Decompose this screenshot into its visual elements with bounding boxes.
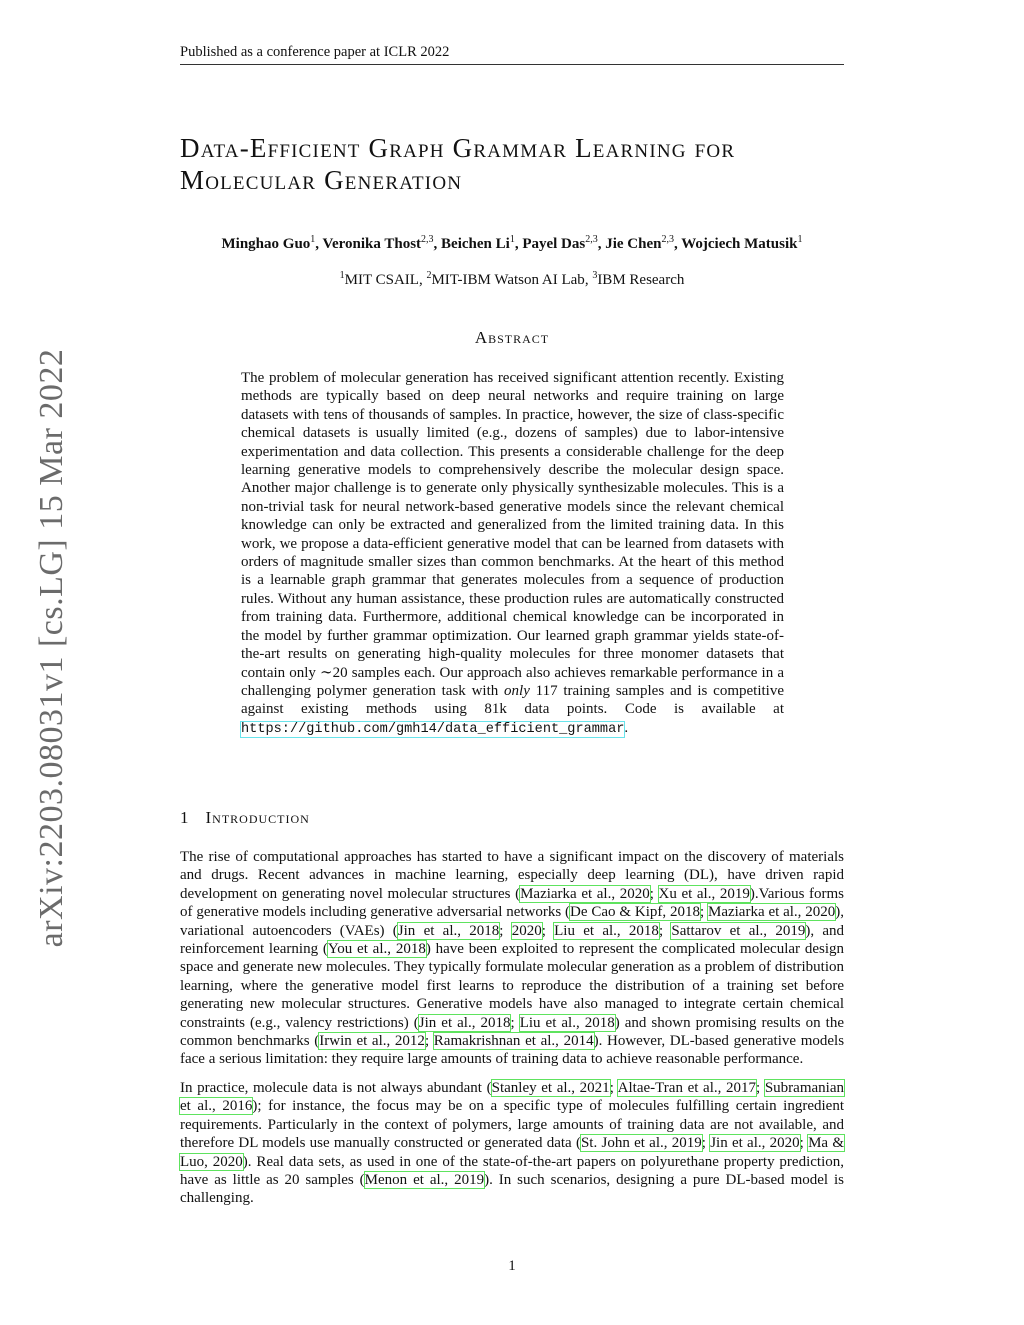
intro-text: ), and reinforcement learning (: [180, 922, 844, 958]
author: Beichen Li: [441, 236, 510, 252]
header-rule: [180, 64, 844, 65]
citation-link[interactable]: Irwin et al., 2012: [319, 1033, 425, 1050]
intro-text: ;: [701, 1135, 711, 1152]
affiliations: $^1$MIT CSAIL, $^2$MIT-IBM Watson AI Lab, $^3$IBM Research: [339, 270, 685, 288]
author: Wojciech Matusik: [681, 236, 798, 252]
affiliation: MIT CSAIL: [344, 272, 419, 288]
citation-link[interactable]: Ma & Luo, 2020: [180, 1135, 845, 1170]
abstract-emphasis: only: [504, 682, 530, 699]
affil-sup: 2: [426, 270, 432, 281]
citation-link[interactable]: Liu et al., 2018: [554, 922, 659, 939]
citation-link[interactable]: You et al., 2018: [327, 941, 426, 958]
author-sup: 1: [797, 234, 803, 245]
abstract-text: 117 training samples and is competitive against existing methods using 81k data points. Code is available at: [241, 682, 784, 718]
introduction-body: [180, 848, 844, 1218]
author-sup: 2,3: [585, 234, 598, 245]
code-link[interactable]: https://github.com/gmh14/data_efficient_grammar: [241, 721, 625, 737]
citation-link[interactable]: 2020: [511, 922, 542, 939]
citation-link[interactable]: Stanley et al., 2021: [491, 1079, 610, 1096]
author: Veronika Thost: [322, 236, 422, 252]
citation-link[interactable]: Subramanian et al., 2016: [180, 1079, 844, 1115]
intro-text: ;: [658, 922, 672, 939]
citation-link[interactable]: De Cao & Kipf, 2018: [570, 904, 700, 921]
abstract-heading: Abstract: [474, 328, 550, 347]
citation-link[interactable]: St. John et al., 2019: [580, 1135, 702, 1152]
abstract-body: [241, 369, 784, 739]
intro-text: ;: [756, 1079, 765, 1096]
title-line-1: Data-Efficient Graph Grammar Learning for: [180, 133, 736, 163]
section-number: 1: [180, 808, 190, 827]
abstract-text: The problem of molecular generation has received significant attention recently. Existing methods are typically based on deep neural networks and require training on large datasets with tens of thousands of samples. In practice, however, the size of class-specific chemical datasets is usually limited (e.g., dozens of samples) due to labor-intensive experimentation and data collection. This presents a considerable challenge for the deep learning generative models to comprehensively describe the molecular design space. Another major challenge is to generate only physically synthesizable molecules. This is a non-trivial task for neural network-based generative models since the relevant chemical knowledge can only be extracted and generalized from the limited training data. In this work, we propose a data-efficient generative model that can be learned from datasets with orders of magnitude smaller sizes than common benchmarks. At the heart of this method is a learnable graph grammar that generates molecules from a sequence of production rules. Without any human assistance, these production rules are automatically constructed from training data. Furthermore, additional chemical knowledge can be incorporated in the model by further grammar optimization. Our learned graph grammar yields state-of-the-art results on generating high-quality molecules for three monomer datasets that contain only ∼20 samples each. Our approach also achieves remarkable performance in a challenging polymer generation task with: [241, 370, 784, 699]
page-number: 1: [508, 1258, 516, 1274]
intro-text: ).Various forms of generative models including generative adversarial networks (: [180, 885, 845, 921]
intro-text: ;: [699, 904, 708, 921]
arxiv-identifier: arXiv:2203.08031v1 [cs.LG] 15 Mar 2022: [33, 348, 70, 948]
intro-text: ;: [799, 1135, 809, 1152]
affiliation: IBM Research: [597, 272, 685, 288]
intro-text: ), variational autoencoders (VAEs) (: [180, 904, 845, 939]
intro-text: ); for instance, the focus may be on a specific type of molecules fulfilling certain ingredient requirements. Particularly in the context of polymers, large amounts of training data are not available, and therefore DL models use manually constructed or generated data (: [180, 1098, 844, 1152]
intro-text: ). In such scenarios, designing a pure DL-based model is challenging.: [180, 1171, 844, 1207]
author-sup: 2,3: [661, 234, 674, 245]
affil-sup: 1: [339, 270, 345, 281]
intro-text: ) and shown promising results on the common benchmarks (: [180, 1014, 845, 1050]
intro-paragraph-2: [180, 1079, 844, 1208]
author-list: Minghao Guo$^1$, Veronika Thost$^{2,3}$, Beichen Li$^1$, Payel Das$^{2,3}$, Jie Chen$^{2,3}$, Wojciech Matusik$^1$: [221, 234, 803, 252]
author: Jie Chen: [605, 236, 662, 252]
affil-sup: 3: [592, 270, 598, 281]
intro-text: ;: [541, 922, 555, 939]
intro-text: ). Real data sets, as used in one of the state-of-the-art papers on polyurethane property prediction, have as little as 20 samples (: [180, 1153, 844, 1188]
author-sup: 1: [509, 234, 515, 245]
abstract-text: .: [624, 719, 629, 736]
citation-link[interactable]: Sattarov et al., 2019: [671, 922, 806, 939]
intro-text: ;: [499, 922, 512, 939]
intro-text: ;: [609, 1079, 618, 1096]
author: Payel Das: [522, 236, 586, 252]
intro-text: The rise of computational approaches has started to have a significant impact on the discovery of materials and drugs. Recent advances in machine learning, especially deep learning (DL), have driven rapid development on generating novel molecular structures (: [180, 849, 844, 902]
author-sup: 2,3: [421, 234, 434, 245]
citation-link[interactable]: Ramakrishnan et al., 2014: [433, 1033, 594, 1050]
author-sup: 1: [310, 234, 316, 245]
intro-text: ;: [649, 885, 659, 902]
running-header: Published as a conference paper at ICLR 2022: [180, 44, 450, 60]
section-heading: [180, 808, 310, 828]
intro-text: In practice, molecule data is not always abundant (: [180, 1079, 492, 1096]
citation-link[interactable]: Altae-Tran et al., 2017: [617, 1079, 757, 1096]
author: Minghao Guo: [221, 236, 311, 252]
citation-link[interactable]: Xu et al., 2019: [658, 885, 750, 902]
citation-link[interactable]: Maziarka et al., 2020: [707, 904, 836, 921]
intro-paragraph-1: [180, 848, 844, 1069]
intro-text: ;: [510, 1014, 520, 1031]
paper-title: [180, 132, 860, 196]
section-title: Introduction: [205, 808, 310, 827]
citation-link[interactable]: Maziarka et al., 2020: [520, 885, 650, 902]
intro-text: ;: [424, 1033, 434, 1050]
affiliation: MIT-IBM Watson AI Lab: [431, 272, 585, 288]
intro-text: ). However, DL-based generative models face a serious limitation: they require large amounts of training data to achieve reasonable performance.: [180, 1033, 845, 1068]
intro-text: ) have been exploited to represent the complicated molecular design space and generate new molecules. They typically formulate molecular generation as a problem of distribution learning, where the generative model first learns to reproduce the distribution of a training set before generating new molecular structures. Generative models have also managed to integrate certain chemical constraints (e.g., valency restrictions) (: [180, 941, 844, 1031]
citation-link[interactable]: Jin et al., 2018: [418, 1014, 511, 1031]
citation-link[interactable]: Menon et al., 2019: [364, 1171, 485, 1188]
citation-link[interactable]: Jin et al., 2018: [397, 922, 500, 939]
citation-link[interactable]: Liu et al., 2018: [519, 1014, 615, 1031]
title-line-2: Molecular Generation: [180, 165, 463, 195]
citation-link[interactable]: Jin et al., 2020: [710, 1135, 800, 1152]
